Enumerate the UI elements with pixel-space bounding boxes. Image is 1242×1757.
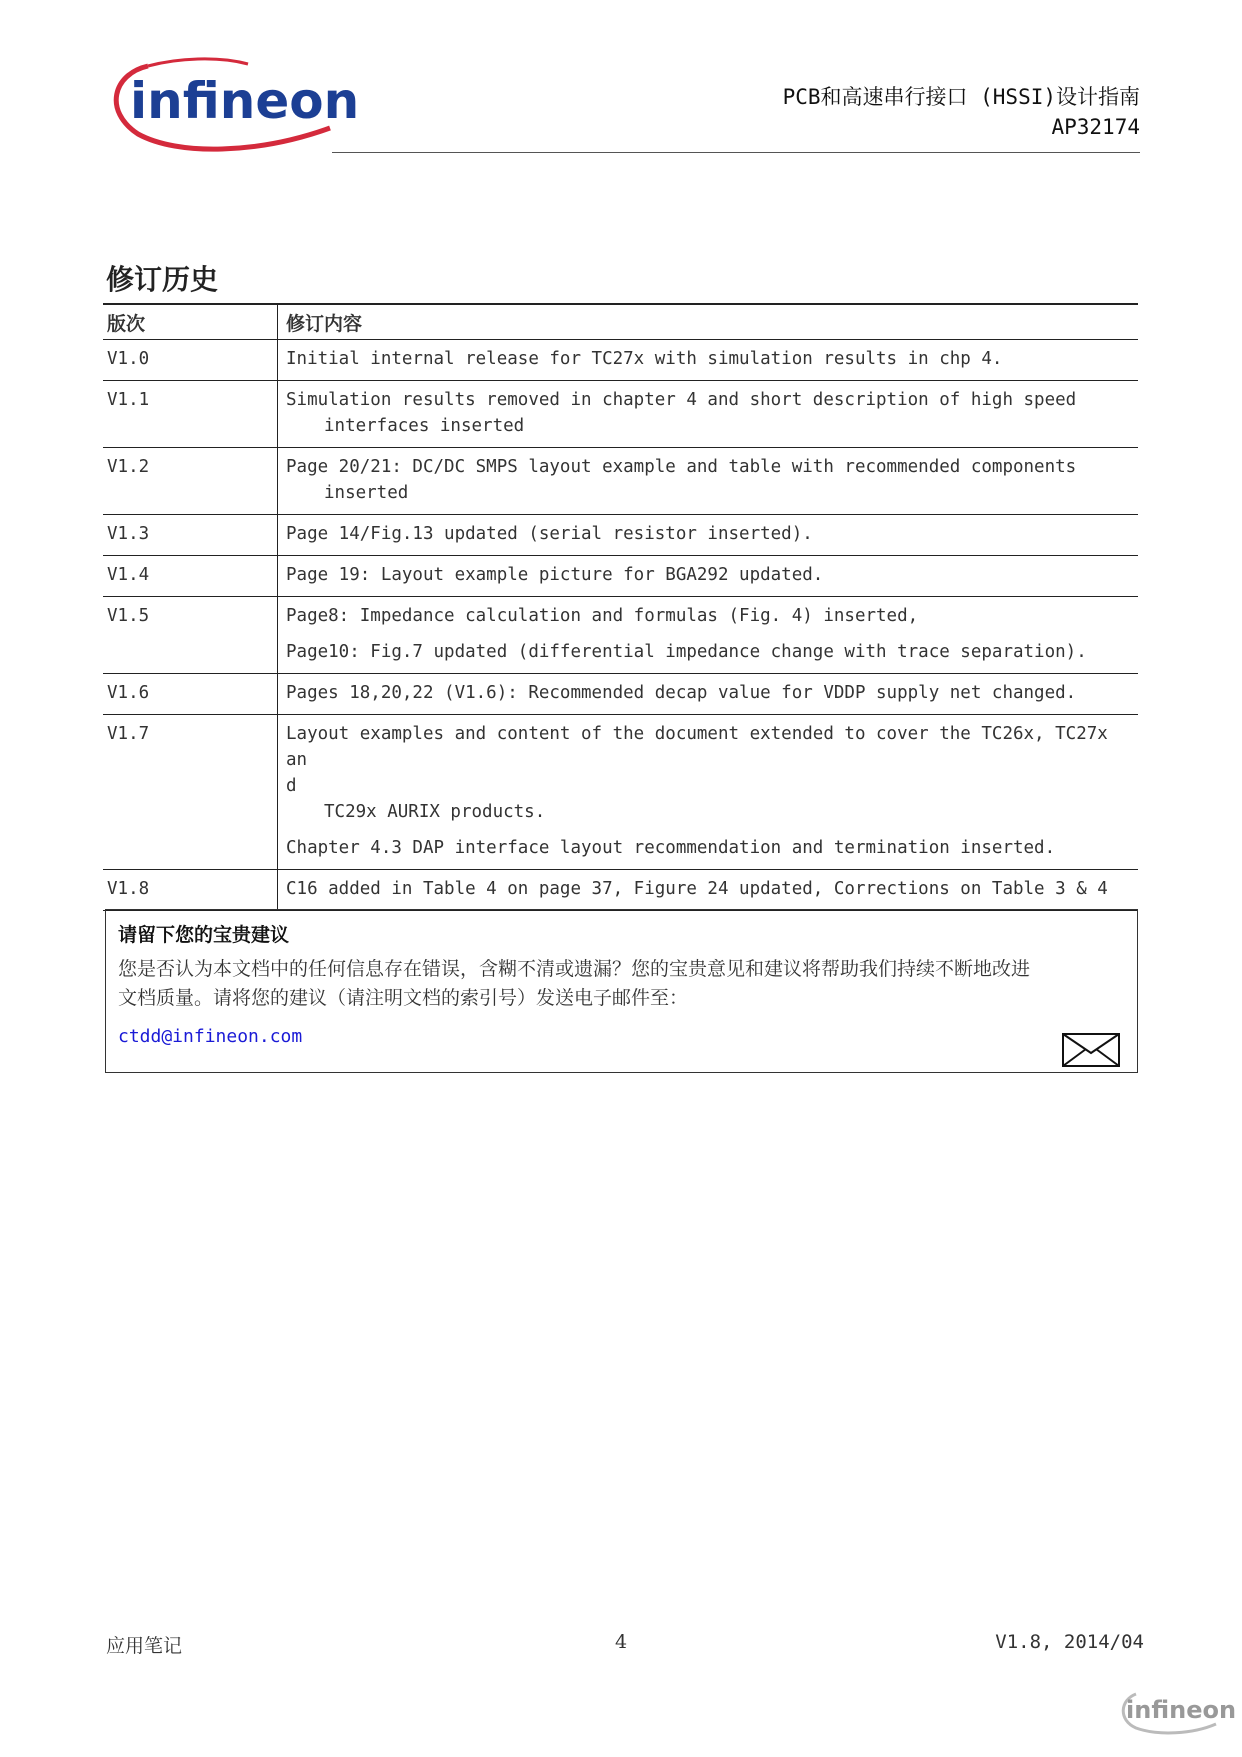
- feedback-box: [105, 909, 1138, 1073]
- content-line: interfaces inserted: [324, 416, 525, 436]
- content-cell: [278, 556, 1139, 597]
- feedback-text-line: 文档质量。请将您的建议（请注明文档的索引号）发送电子邮件至：: [118, 987, 689, 1009]
- content-line: Page10: Fig.7 updated (differential impedance change with trace separation).: [286, 642, 1087, 662]
- content-line: inserted: [324, 483, 409, 503]
- version-cell: V1.3: [103, 515, 278, 556]
- content-line: Simulation results removed in chapter 4 and short description of high speed: [286, 390, 1077, 410]
- section-title: 修订历史: [106, 263, 219, 296]
- table-row: [103, 597, 1138, 674]
- content-line: Page8: Impedance calculation and formulas (Fig. 4) inserted,: [286, 606, 919, 626]
- feedback-email-link[interactable]: ctdd@infineon.com: [118, 1026, 303, 1047]
- content-line: Page 19: Layout example picture for BGA292 updated.: [286, 565, 824, 585]
- table-row: [103, 715, 1138, 870]
- feedback-text-line: 您是否认为本文档中的任何信息存在错误，含糊不清或遗漏？您的宝贵意见和建议将帮助我们持续不断地改进: [118, 958, 1031, 980]
- table-row: [103, 381, 1138, 448]
- content-line: d: [286, 776, 297, 796]
- mail-icon[interactable]: [1062, 1033, 1120, 1067]
- table-row: [103, 515, 1138, 556]
- content-line: C16 added in Table 4 on page 37, Figure 24 updated, Corrections on Table 3 & 4: [286, 879, 1108, 899]
- column-header-content: 修订内容: [278, 304, 1139, 340]
- version-cell: V1.8: [103, 870, 278, 911]
- table-row: [103, 674, 1138, 715]
- content-cell: [278, 715, 1139, 870]
- content-cell: [278, 381, 1139, 448]
- content-cell: [278, 340, 1139, 381]
- version-cell: V1.7: [103, 715, 278, 870]
- footer-page-number: 4: [615, 1631, 628, 1653]
- document-header: [783, 82, 1140, 142]
- content-line: Layout examples and content of the document extended to cover the TC26x, TC27x an: [286, 724, 1108, 770]
- version-cell: V1.5: [103, 597, 278, 674]
- content-cell: [278, 674, 1139, 715]
- version-cell: V1.2: [103, 448, 278, 515]
- logo-text: infineon: [130, 72, 360, 130]
- feedback-text: [118, 955, 1128, 1013]
- content-line: Page 14/Fig.13 updated (serial resistor inserted).: [286, 524, 813, 544]
- version-cell: V1.1: [103, 381, 278, 448]
- footer-infineon-logo: [1118, 1686, 1237, 1736]
- revision-history-table: [103, 303, 1138, 911]
- feedback-title: 请留下您的宝贵建议: [118, 924, 290, 946]
- content-cell: [278, 870, 1139, 911]
- table-row: [103, 556, 1138, 597]
- table-row: [103, 870, 1138, 911]
- content-line: TC29x AURIX products.: [324, 802, 546, 822]
- content-line: Initial internal release for TC27x with simulation results in chp 4.: [286, 349, 1003, 369]
- table-row: [103, 340, 1138, 381]
- content-cell: [278, 597, 1139, 674]
- infineon-logo: [108, 56, 360, 156]
- version-cell: V1.0: [103, 340, 278, 381]
- table-header-row: [103, 304, 1138, 340]
- document-id: AP32174: [1051, 115, 1140, 139]
- content-cell: [278, 448, 1139, 515]
- version-cell: V1.4: [103, 556, 278, 597]
- footer-version-date: V1.8, 2014/04: [995, 1631, 1144, 1653]
- content-line: Chapter 4.3 DAP interface layout recommendation and termination inserted.: [286, 838, 1056, 858]
- header-divider: [332, 152, 1140, 153]
- content-cell: [278, 515, 1139, 556]
- footer-logo-text: infineon: [1126, 1696, 1237, 1724]
- column-header-version: 版次: [103, 304, 278, 340]
- content-line: Pages 18,20,22 (V1.6): Recommended decap value for VDDP supply net changed.: [286, 683, 1077, 703]
- table-row: [103, 448, 1138, 515]
- document-title: PCB和高速串行接口 (HSSI)设计指南: [782, 85, 1140, 109]
- footer-doc-type: 应用笔记: [106, 1635, 183, 1657]
- content-line: Page 20/21: DC/DC SMPS layout example and table with recommended components: [286, 457, 1077, 477]
- version-cell: V1.6: [103, 674, 278, 715]
